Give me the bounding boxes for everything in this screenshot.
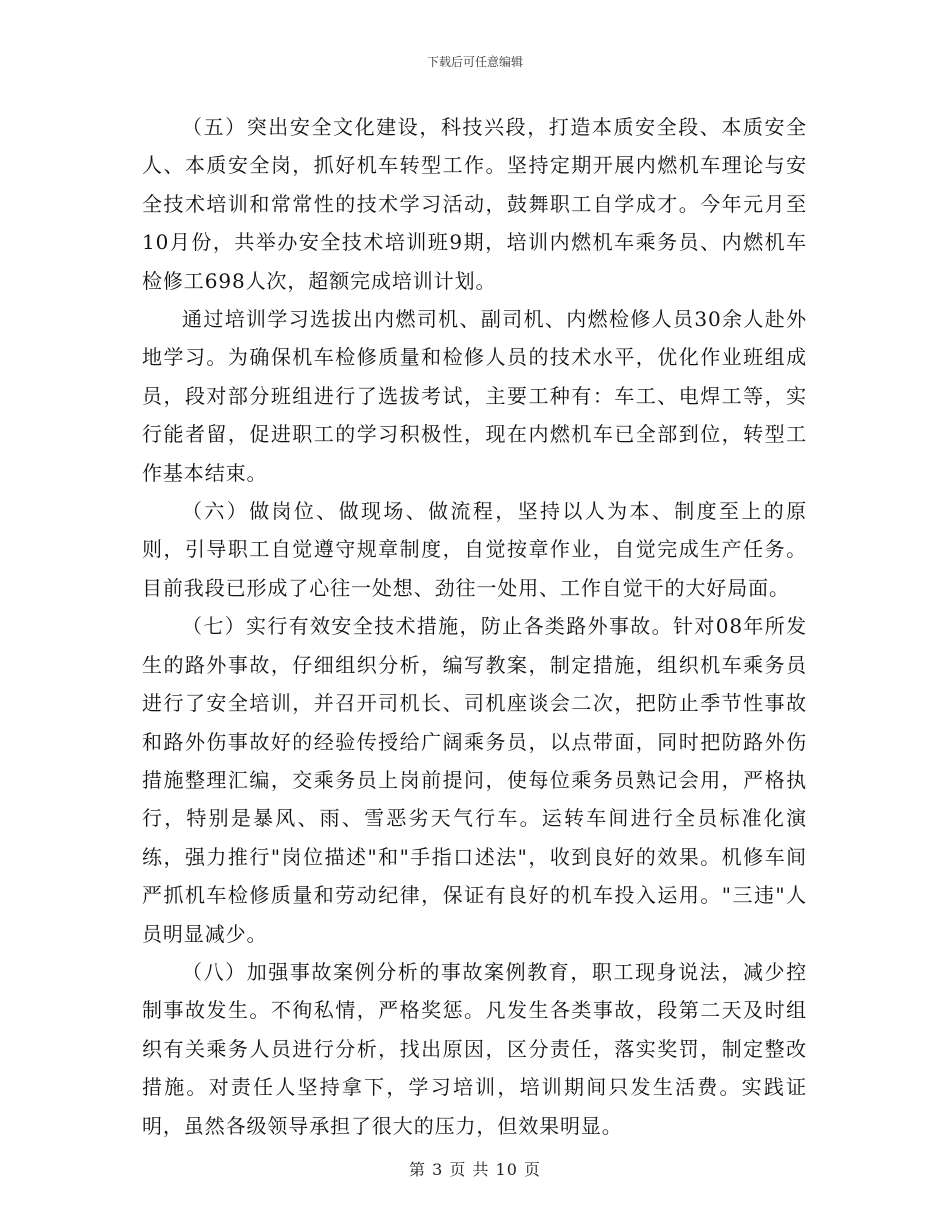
header-note: 下载后可任意编辑 [426,55,523,69]
page-number: 第 3 页 共 10 页 [409,1160,541,1179]
paragraph-section-8: （八）加强事故案例分析的事故案例教育，职工现身说法，减少控制事故发生。不徇私情，严格奖惩。凡发生各类事故，段第二天及时组织有关乘务人员进行分析，找出原因，区分责任，落实奖罚，制定整改措施。对责任人坚持拿下，学习培训，培训期间只发生活费。实践证明，虽然各级领导承担了很大的压力，但效果明显。 [142,959,807,1138]
paragraph-section-6: （六）做岗位、做现场、做流程，坚持以人为本、制度至上的原则，引导职工自觉遵守规章制度，自觉按章作业，自觉完成生产任务。目前我段已形成了心往一处想、劲往一处用、工作自觉干的大好局面。 [142,499,807,600]
document-body [142,108,807,1145]
paragraph-training-selection: 通过培训学习选拔出内燃司机、副司机、内燃检修人员30余人赴外地学习。为确保机车检修质量和检修人员的技术水平，优化作业班组成员，段对部分班组进行了选拔考试，主要工种有：车工、电焊工等，实行能者留，促进职工的学习积极性，现在内燃机车已全部到位，转型工作基本结束。 [142,307,807,485]
paragraph-section-5: （五）突出安全文化建设，科技兴段，打造本质安全段、本质安全人、本质安全岗，抓好机车转型工作。坚持定期开展内燃机车理论与安全技术培训和常常性的技术学习活动，鼓舞职工自学成才。今年元月至10月份，共举办安全技术培训班9期，培训内燃机车乘务员、内燃机车检修工698人次，超额完成培训计划。 [142,115,807,293]
paragraph-section-7: （七）实行有效安全技术措施，防止各类路外事故。针对08年所发生的路外事故，仔细组织分析，编写教案，制定措施，组织机车乘务员进行了安全培训，并召开司机长、司机座谈会二次，把防止季节性事故和路外伤事故好的经验传授给广阔乘务员，以点带面，同时把防路外伤措施整理汇编，交乘务员上岗前提问，使每位乘务员熟记会用，严格执行，特别是暴风、雨、雪恶劣天气行车。运转车间进行全员标准化演练，强力推行"岗位描述"和"手指口述法"，收到良好的效果。机修车间严抓机车检修质量和劳动纪律，保证有良好的机车投入运用。"三违"人员明显减少。 [142,614,807,946]
